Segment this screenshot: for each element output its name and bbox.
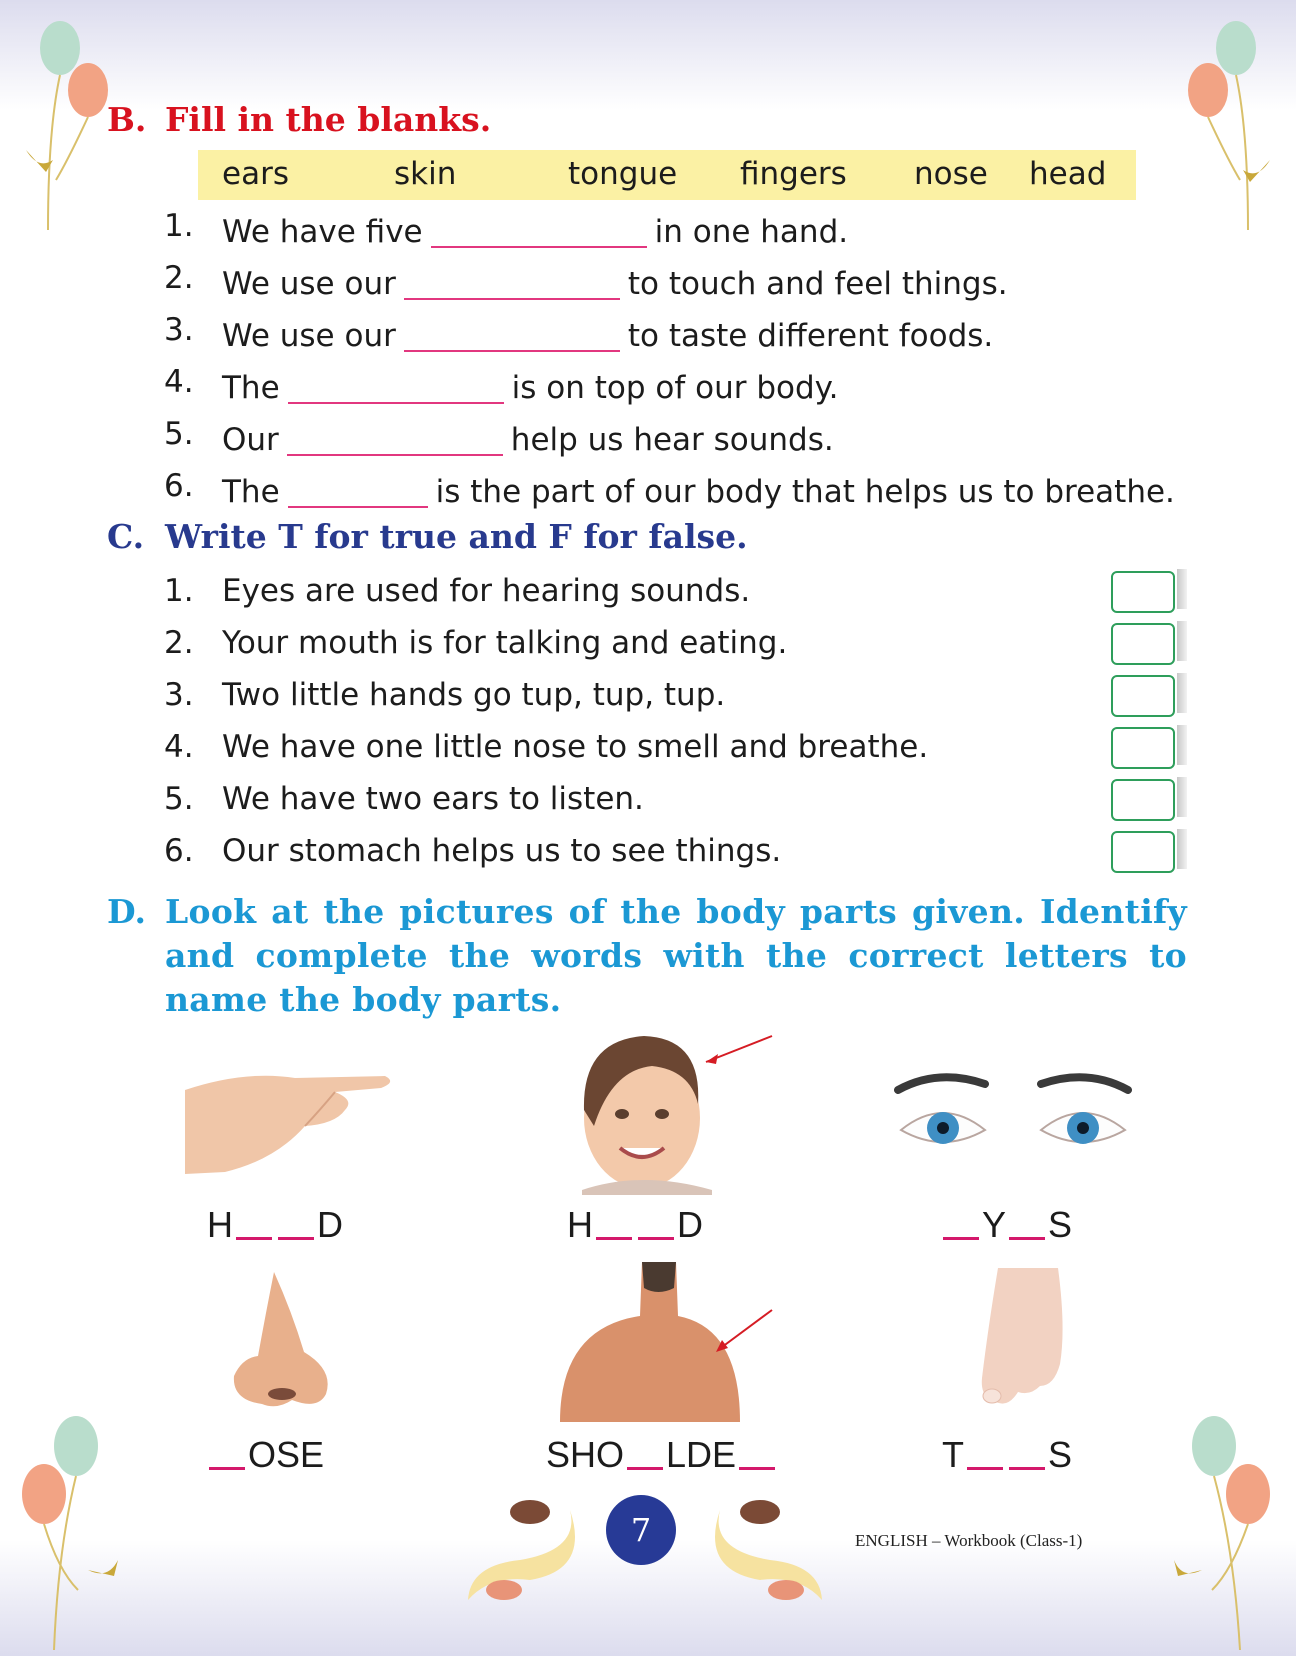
blank-line[interactable] <box>287 422 503 456</box>
item-number: 1. <box>164 573 194 609</box>
fill-blank-item <box>222 208 848 250</box>
item-number: 4. <box>164 729 194 765</box>
fill-blank-before: The <box>222 370 280 406</box>
given-letters: SHO <box>546 1434 625 1475</box>
fill-blank-before: We use our <box>222 318 396 354</box>
answer-box[interactable] <box>1111 571 1175 613</box>
nose-picture <box>222 1272 342 1412</box>
word-hand <box>207 1200 343 1246</box>
given-letters: Y <box>982 1204 1007 1245</box>
true-false-statement: Eyes are used for hearing sounds. <box>222 573 751 609</box>
letter-blank[interactable] <box>278 1203 314 1240</box>
answer-box[interactable] <box>1111 779 1175 821</box>
letter-blank[interactable] <box>1009 1203 1045 1240</box>
section-b-title: Fill in the blanks. <box>165 100 492 139</box>
given-letters: D <box>677 1204 703 1245</box>
answer-box[interactable] <box>1111 727 1175 769</box>
given-letters: LDE <box>666 1434 737 1475</box>
ribbon-bird-right-decoration <box>700 1490 830 1610</box>
letter-blank[interactable] <box>1009 1433 1045 1470</box>
letter-blank[interactable] <box>627 1433 663 1470</box>
item-number: 4. <box>164 364 194 400</box>
section-c-letter: C. <box>107 517 145 556</box>
fill-blank-after: to touch and feel things. <box>627 266 1008 302</box>
word-toes <box>942 1430 1072 1476</box>
fill-blank-item <box>222 468 1175 510</box>
section-c-title: Write T for true and F for false. <box>165 517 748 556</box>
fill-blank-before: We have five <box>222 214 423 250</box>
word-bank-item: nose <box>914 156 988 192</box>
head-picture <box>572 1030 782 1195</box>
page-number: 7 <box>606 1495 676 1565</box>
word-bank-item: head <box>1029 156 1107 192</box>
word-bank-item: skin <box>394 156 457 192</box>
word-bank-item: ears <box>222 156 289 192</box>
section-c-heading <box>107 517 748 556</box>
balloons-top-left <box>18 20 118 240</box>
given-letters: H <box>567 1204 593 1245</box>
balloons-bottom-left <box>18 1410 128 1650</box>
toes-picture <box>968 1268 1078 1418</box>
item-number: 2. <box>164 625 194 661</box>
section-d-title: Look at the pictures of the body parts given. Identify and complete the words with the correct letters to name the body parts. <box>165 892 1187 1019</box>
true-false-statement: Our stomach helps us to see things. <box>222 833 782 869</box>
true-false-statement: We have two ears to listen. <box>222 781 644 817</box>
section-d-heading <box>107 890 1187 1022</box>
item-number: 2. <box>164 260 194 296</box>
given-letters: S <box>1048 1204 1073 1245</box>
word-shoulder <box>546 1430 778 1476</box>
blank-line[interactable] <box>404 266 620 300</box>
true-false-statement: Your mouth is for talking and eating. <box>222 625 788 661</box>
given-letters: T <box>942 1434 964 1475</box>
letter-blank[interactable] <box>943 1203 979 1240</box>
fill-blank-after: in one hand. <box>654 214 849 250</box>
fill-blank-item <box>222 416 834 458</box>
fill-blank-after: to taste different foods. <box>627 318 994 354</box>
blank-line[interactable] <box>288 370 504 404</box>
letter-blank[interactable] <box>596 1203 632 1240</box>
blank-line[interactable] <box>288 474 428 508</box>
fill-blank-before: Our <box>222 422 279 458</box>
item-number: 6. <box>164 833 194 869</box>
fill-blank-item <box>222 312 993 354</box>
shoulder-picture <box>550 1262 780 1422</box>
fill-blank-item <box>222 364 838 406</box>
eyes-picture <box>893 1068 1133 1158</box>
word-eyes <box>940 1200 1072 1246</box>
given-letters: S <box>1048 1434 1073 1475</box>
letter-blank[interactable] <box>739 1433 775 1470</box>
fill-blank-after: is the part of our body that helps us to breathe. <box>435 474 1175 510</box>
letter-blank[interactable] <box>236 1203 272 1240</box>
section-d-letter: D. <box>107 892 146 931</box>
letter-blank[interactable] <box>209 1433 245 1470</box>
answer-box[interactable] <box>1111 675 1175 717</box>
item-number: 5. <box>164 416 194 452</box>
fill-blank-item <box>222 260 1008 302</box>
ribbon-bird-left-decoration <box>460 1490 590 1610</box>
item-number: 6. <box>164 468 194 504</box>
word-bank-item: tongue <box>568 156 678 192</box>
balloons-bottom-right <box>1168 1410 1278 1650</box>
book-title: ENGLISH – Workbook (Class-1) <box>855 1531 1083 1550</box>
word-bank-item: fingers <box>740 156 847 192</box>
true-false-statement: Two little hands go tup, tup, tup. <box>222 677 726 713</box>
fill-blank-after: help us hear sounds. <box>510 422 834 458</box>
word-head <box>567 1200 703 1246</box>
word-nose <box>206 1430 324 1476</box>
word-bank <box>198 150 1136 200</box>
fill-blank-before: We use our <box>222 266 396 302</box>
true-false-statement: We have one little nose to smell and breathe. <box>222 729 929 765</box>
fill-blank-before: The <box>222 474 280 510</box>
item-number: 1. <box>164 208 194 244</box>
given-letters: H <box>207 1204 233 1245</box>
given-letters: D <box>317 1204 343 1245</box>
blank-line[interactable] <box>431 214 647 248</box>
item-number: 3. <box>164 312 194 348</box>
section-b-heading <box>107 100 491 139</box>
given-letters: OSE <box>248 1434 325 1475</box>
item-number: 3. <box>164 677 194 713</box>
fill-blank-after: is on top of our body. <box>511 370 839 406</box>
blank-line[interactable] <box>404 318 620 352</box>
balloons-top-right <box>1178 20 1278 240</box>
section-b-letter: B. <box>107 100 147 139</box>
answer-box[interactable] <box>1111 831 1175 873</box>
item-number: 5. <box>164 781 194 817</box>
letter-blank[interactable] <box>967 1433 1003 1470</box>
hand-picture <box>185 1050 395 1175</box>
answer-box[interactable] <box>1111 623 1175 665</box>
letter-blank[interactable] <box>638 1203 674 1240</box>
